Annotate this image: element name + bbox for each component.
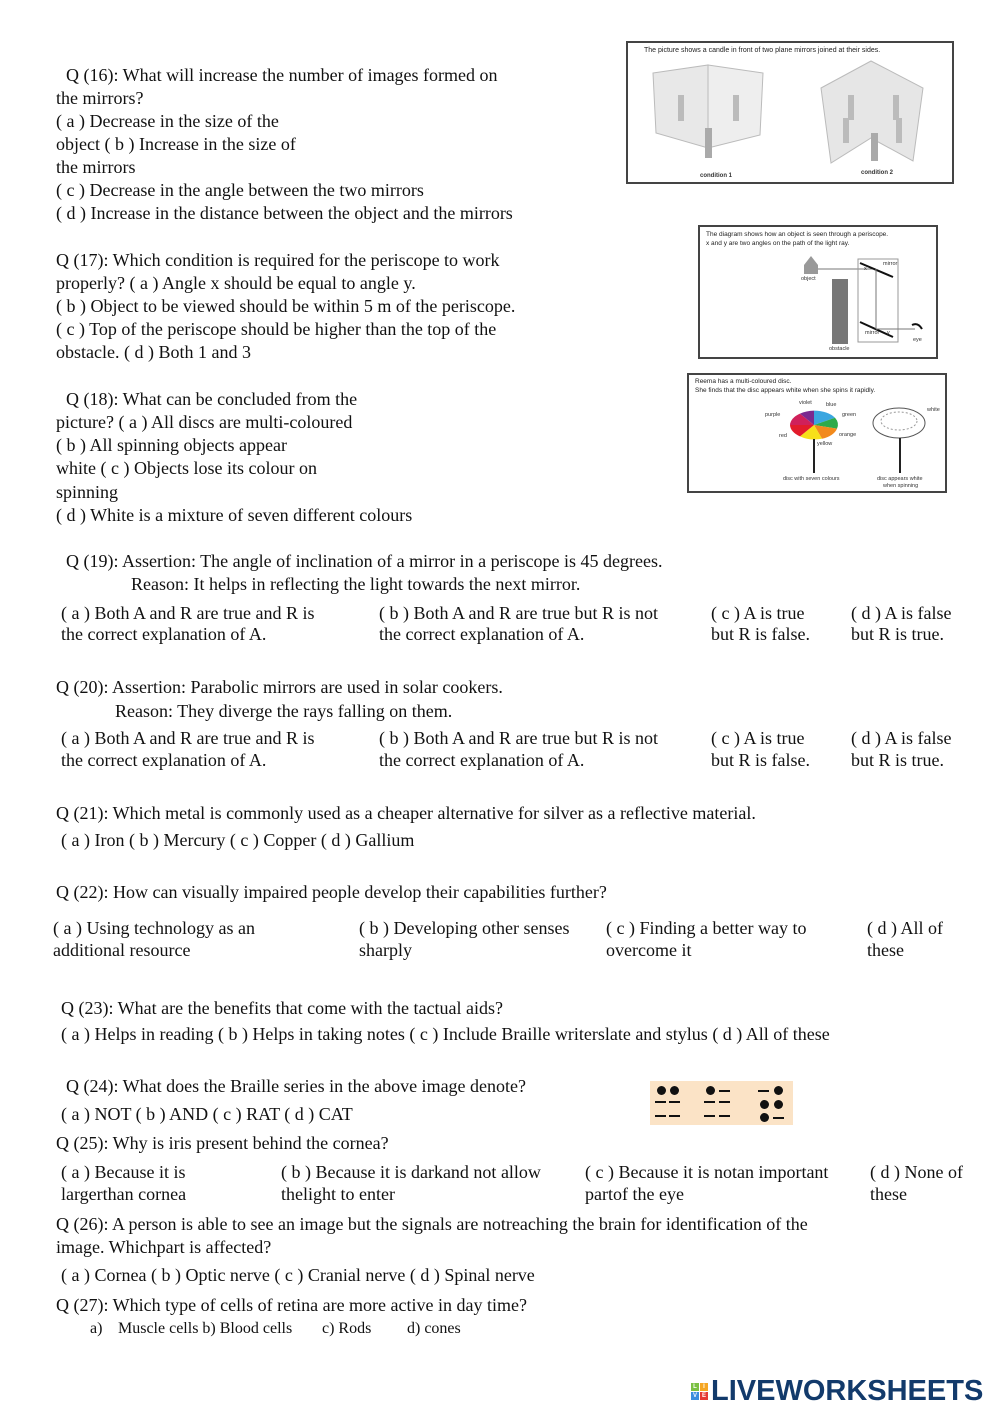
q18-line: Q (18): What can be concluded from the	[66, 389, 358, 409]
q20-option-a: ( a ) Both A and R are true and R is	[61, 728, 315, 748]
violet-label: violet	[799, 400, 812, 406]
mirrors-candle-figure	[626, 41, 954, 184]
q18-line: picture? ( a ) All discs are multi-coloured	[56, 412, 353, 432]
spinning-disc-label: disc appears white	[877, 476, 923, 482]
q22-option-a: ( a ) Using technology as an	[53, 918, 255, 938]
q24-options: ( a ) NOT ( b ) AND ( c ) RAT ( d ) CAT	[61, 1104, 353, 1124]
q23-question: Q (23): What are the benefits that come with the tactual aids?	[61, 998, 504, 1018]
q19-option-c: ( c ) A is true	[711, 603, 805, 623]
q26-question: Q (26): A person is able to see an image but the signals are notreaching the brain for identification of the	[56, 1214, 808, 1234]
q27-option-c: c) Rods	[322, 1320, 372, 1337]
q20-option-c: ( c ) A is true	[711, 728, 805, 748]
q19-option-a: the correct explanation of A.	[61, 624, 267, 644]
q20-reason: Reason: They diverge the rays falling on them.	[115, 701, 453, 721]
q19-option-b: the correct explanation of A.	[379, 624, 585, 644]
q16-option: the mirrors	[56, 157, 136, 177]
q19-option-b: ( b ) Both A and R are true but R is not	[379, 603, 658, 623]
q27-options: Muscle cells b) Blood cells	[118, 1320, 293, 1337]
logo-icon: L I V E	[692, 1384, 706, 1399]
q27-option-marker: a)	[90, 1320, 103, 1337]
q16-line: the mirrors?	[56, 88, 144, 108]
purple-label: purple	[765, 412, 781, 418]
q27-question: Q (27): Which type of cells of retina are more active in day time?	[56, 1295, 527, 1315]
q25-option-c: partof the eye	[585, 1184, 684, 1204]
figure-caption: She finds that the disc appears white when she spins it rapidly.	[695, 387, 876, 394]
q22-option-a: additional resource	[53, 940, 191, 960]
q20-option-c: but R is false.	[711, 750, 810, 770]
q19-option-d: but R is true.	[851, 624, 944, 644]
q20-option-a: the correct explanation of A.	[61, 750, 267, 770]
orange-label: orange	[839, 432, 857, 438]
condition-1-label: condition 1	[700, 173, 732, 179]
q25-option-b: ( b ) Because it is darkand not allow	[281, 1162, 541, 1182]
q26-options: ( a ) Cornea ( b ) Optic nerve ( c ) Cranial nerve ( d ) Spinal nerve	[61, 1265, 535, 1285]
q20-option-b: the correct explanation of A.	[379, 750, 585, 770]
q24-question: Q (24): What does the Braille series in the above image denote?	[66, 1076, 527, 1096]
periscope-diagram	[700, 227, 936, 357]
q18-option: ( d ) White is a mixture of seven different colours	[56, 505, 413, 525]
q19-option-c: but R is false.	[711, 624, 810, 644]
q22-option-b: ( b ) Developing other senses	[359, 918, 570, 938]
q21-options: ( a ) Iron ( b ) Mercury ( c ) Copper ( d ) Gallium	[61, 830, 415, 850]
q17-option: ( c ) Top of the periscope should be higher than the top of the	[56, 319, 497, 339]
q16-option: object ( b ) Increase in the size of	[56, 134, 296, 154]
disc-label: disc with seven colours	[783, 476, 840, 482]
liveworksheets-logo	[691, 1375, 983, 1408]
red-label: red	[779, 433, 787, 439]
logo-text: LIVEWORKSHEETS	[711, 1375, 984, 1407]
q16-option: ( c ) Decrease in the angle between the two mirrors	[56, 180, 424, 200]
mirror-illustration	[628, 43, 952, 182]
q19-option-a: ( a ) Both A and R are true and R is	[61, 603, 315, 623]
q22-option-c: ( c ) Finding a better way to	[606, 918, 807, 938]
spinning-disc-label: when spinning	[883, 483, 919, 489]
q22-option-c: overcome it	[606, 940, 692, 960]
colour-disc-figure	[687, 373, 947, 493]
q20-option-d: ( d ) A is false	[851, 728, 952, 748]
q18-option: ( b ) All spinning objects appear	[56, 435, 287, 455]
q17-line: properly? ( a ) Angle x should be equal to angle y.	[56, 273, 416, 293]
q26-question: image. Whichpart is affected?	[56, 1237, 272, 1257]
q25-option-d: these	[870, 1184, 907, 1204]
figure-caption: x and y are two angles on the path of the light ray.	[706, 240, 850, 247]
q17-option: ( b ) Object to be viewed should be within 5 m of the periscope.	[56, 296, 516, 316]
q16-line: Q (16): What will increase the number of images formed on	[66, 65, 498, 85]
disc-diagram	[689, 375, 945, 491]
q18-option: spinning	[56, 482, 119, 502]
q22-option-b: sharply	[359, 940, 412, 960]
periscope-figure	[698, 225, 938, 359]
q19-reason: Reason: It helps in reflecting the light towards the next mirror.	[131, 574, 581, 594]
white-label: white	[927, 407, 940, 413]
obstacle-label: obstacle	[829, 346, 850, 352]
braille-image	[650, 1081, 793, 1125]
q25-option-b: thelight to enter	[281, 1184, 395, 1204]
q21-question: Q (21): Which metal is commonly used as a cheaper alternative for silver as a reflective material.	[56, 803, 756, 823]
angle-x-label: x	[864, 266, 867, 272]
yellow-label: yellow	[817, 441, 833, 447]
q18-option: white ( c ) Objects lose its colour on	[56, 458, 317, 478]
q19-option-d: ( d ) A is false	[851, 603, 952, 623]
condition-2-label: condition 2	[861, 170, 893, 176]
q23-options: ( a ) Helps in reading ( b ) Helps in taking notes ( c ) Include Braille writerslate and stylus ( d ) All of these	[61, 1024, 830, 1044]
q22-option-d: ( d ) All of	[867, 918, 943, 938]
eye-label: eye	[913, 337, 922, 343]
q25-option-c: ( c ) Because it is notan important	[585, 1162, 829, 1182]
mirror-label: mirror	[865, 330, 880, 336]
q27-option-d: d) cones	[407, 1320, 461, 1337]
q17-option: obstacle. ( d ) Both 1 and 3	[56, 342, 251, 362]
q17-line: Q (17): Which condition is required for the periscope to work	[56, 250, 500, 270]
green-label: green	[842, 412, 857, 418]
blue-label: blue	[826, 402, 837, 408]
figure-caption: The picture shows a candle in front of two plane mirrors joined at their sides.	[644, 47, 881, 54]
q20-assertion: Q (20): Assertion: Parabolic mirrors are used in solar cookers.	[56, 677, 503, 697]
angle-y-label: y	[887, 330, 890, 336]
q25-option-d: ( d ) None of	[870, 1162, 963, 1182]
q16-option: ( a ) Decrease in the size of the	[56, 111, 279, 131]
q25-question: Q (25): Why is iris present behind the cornea?	[56, 1133, 389, 1153]
q22-question: Q (22): How can visually impaired people develop their capabilities further?	[56, 882, 607, 902]
object-label: object	[801, 276, 816, 282]
q20-option-b: ( b ) Both A and R are true but R is not	[379, 728, 658, 748]
q25-option-a: ( a ) Because it is	[61, 1162, 186, 1182]
q19-assertion: Q (19): Assertion: The angle of inclination of a mirror in a periscope is 45 degrees.	[66, 551, 663, 571]
q22-option-d: these	[867, 940, 904, 960]
figure-caption: The diagram shows how an object is seen through a periscope.	[706, 231, 889, 238]
q16-option: ( d ) Increase in the distance between the object and the mirrors	[56, 203, 513, 223]
figure-caption: Reema has a multi-coloured disc.	[695, 378, 792, 385]
mirror-label: mirror	[883, 261, 898, 267]
q20-option-d: but R is true.	[851, 750, 944, 770]
q25-option-a: largerthan cornea	[61, 1184, 187, 1204]
